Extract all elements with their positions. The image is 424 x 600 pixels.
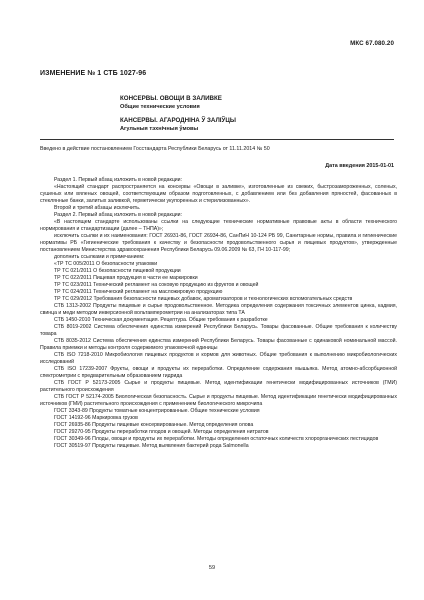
standard-titles [120,95,400,133]
body-paragraph: Раздел 1. Первый абзац изложить в новой редакции: [54,177,183,183]
udk-code: МКС 67.080.20 [350,40,394,47]
body-paragraph: «В настоящем стандарте использованы ссылки на следующие технические нормативные правовые акты в области технического нормирования и стандартизации (далее – ТНПА)»; [40,219,397,232]
body-paragraph: ТР ТС 023/2011 Технический регламент на соковую продукцию из фруктов и овощей [54,282,259,288]
body-paragraph: «Настоящий стандарт распространяется на консервы «Овощи в заливке», изготовленные из свежих, быстрозамороженных, соленых, сушеных или вяленых овощей, соответствующим образом подготовленных, с добавлением или без добавления пряностей, фасованных в стеклянные банки, залитых заливкой, герметически укупоренных и стерилизованных». [40,184,397,204]
body-paragraph: СТБ ISO 17239-2007 Фрукты, овощи и продукты их переработки. Определение содержания мышьяка. Метод атомно-абсорбционной спектрометрии с предварительным образованием гидрида [40,366,397,379]
by-subtitle: Агульныя тэхнічныя ўмовы [120,126,199,132]
body-paragraph: ТР ТС 022/2011 Пищевая продукция в части ее маркировки [54,275,198,281]
document-body [40,177,397,450]
body-paragraph: ТР ТС 021/2011 О безопасности пищевой продукции [54,268,181,274]
body-paragraph: ГОСТ 26935-86 Продукты пищевые консервированные. Метод определения олова [54,422,254,428]
by-title: КАНСЕРВЫ. АГАРОДНІНА Ў ЗАЛІЎЦЫ [120,117,236,124]
body-paragraph: СТБ 8019-2002 Система обеспечения единства измерений Республики Беларусь. Товары фасованные. Общие требования к количеству товара [40,324,397,337]
body-paragraph: дополнить ссылками и примечанием: [54,254,145,260]
body-paragraph: исключить ссылки и их наименования: ГОСТ 26931-86, ГОСТ 26934-86, СанПиН 10-124 РБ 99, Санитарные нормы, правила и гигиенические нормативы РБ «Гигиенические требования к качеству и безопасности продовольственного сырья и пищевых продуктов», утвержденные постановлением Министерства здравоохранения Республики Беларусь 09.06.2009 № 63, ГН 10-117-99; [40,233,397,253]
body-paragraph: «ТР ТС 005/2011 О безопасности упаковки [54,261,158,267]
body-paragraph: СТБ ГОСТ Р 52174-2005 Биологическая безопасность. Сырье и продукты пищевые. Метод идентификации генетически модифицированных источников (ГМИ) растительного происхождения с применением биологического микрочипа [40,394,397,407]
body-paragraph: ГОСТ 3343-89 Продукты томатные концентрированные. Общие технические условия [54,408,260,414]
body-paragraph: ГОСТ 14192-96 Маркировка грузов [54,415,138,421]
body-paragraph: ТР ТС 024/2011 Технический регламент на масложировую продукцию [54,289,223,295]
introduction-date: Дата введения 2015-01-01 [325,163,394,169]
ru-subtitle: Общие технические условия [120,104,200,110]
body-paragraph: Второй и третий абзацы исключить. [54,205,141,211]
change-title: ИЗМЕНЕНИЕ № 1 СТБ 1027-96 [40,70,147,77]
body-paragraph: СТБ ГОСТ Р 52173-2005 Сырье и продукты пищевые. Метод идентификации генетически модифицированных источников (ГМИ) растительного происхождения [40,380,397,393]
page-number: 59 [208,565,216,571]
body-paragraph: СТБ 1313-2002 Продукты пищевые и сырье продовольственное. Методика определения содержания токсичных элементов цинка, кадмия, свинца и меди методом инверсионной вольтамперометрии на анализаторах типа ТА [40,303,397,316]
body-paragraph: ГОСТ 29270-95 Продукты переработки плодов и овощей. Методы определения нитратов [54,429,269,435]
body-paragraph: Раздел 2. Первый абзац изложить в новой редакции: [54,212,183,218]
intro-statement: Введено в действие постановлением Госстандарта Республики Беларусь от 11.11.2014 № 50 [40,146,270,152]
title-divider [40,139,394,140]
body-paragraph: СТБ ISO 7218-2010 Микробиология пищевых продуктов и кормов для животных. Общие требования к выполнению микробиологических исследований [40,352,397,365]
body-paragraph: СТБ 1450-2010 Техническая документация. Рецептура. Общие требования к разработке [54,317,268,323]
ru-title: КОНСЕРВЫ. ОВОЩИ В ЗАЛИВКЕ [120,95,222,102]
body-paragraph: ТР ТС 029/2012 Требования безопасности пищевых добавок, ароматизаторов и технологических вспомогательных средств [54,296,353,302]
body-paragraph: ГОСТ 30519-97 Продукты пищевые. Метод выявления бактерий рода Salmonella [54,443,249,449]
body-paragraph: СТБ 8035-2012 Система обеспечения единства измерений Республики Беларусь. Товары фасованные с одинаковой номинальной массой. Правила приемки и методы контроля содержимого упаковочной единицы [40,338,397,351]
body-paragraph: ГОСТ 30349-96 Плоды, овощи и продукты их переработки. Методы определения остаточных количеств хлорорганических пестицидов [54,436,379,442]
